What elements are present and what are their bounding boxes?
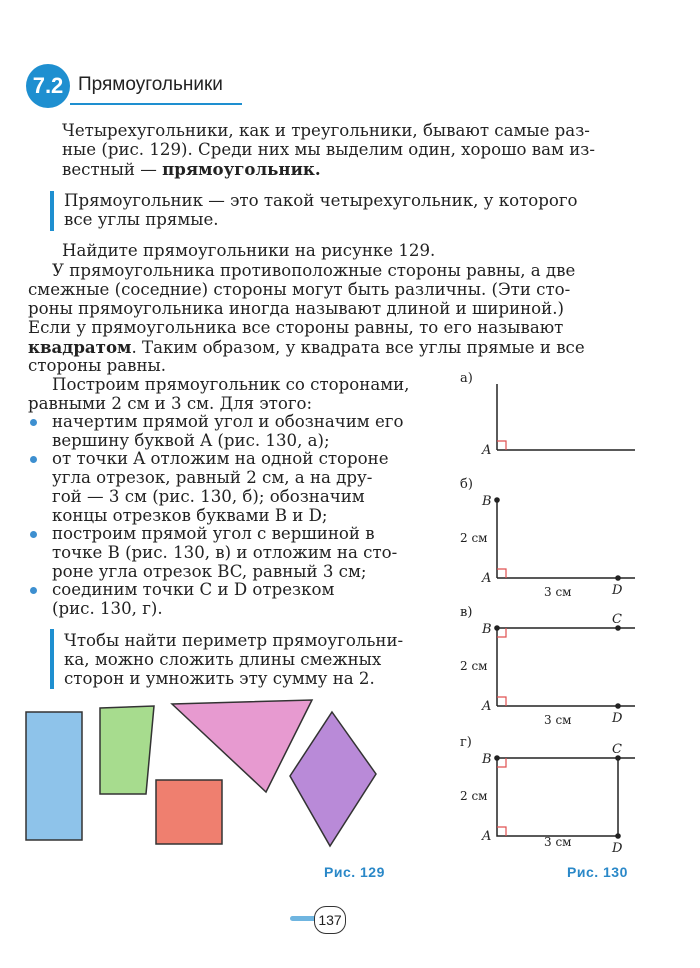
bullet-icon [30, 531, 37, 538]
perimeter-line-2: ка, можно сложить длины смежных [64, 650, 382, 669]
point-label-a: A [482, 699, 492, 714]
dimension-2cm: 2 см [460, 659, 488, 673]
shape-purple-rhombus [290, 712, 376, 846]
point-label-d: D [612, 583, 623, 598]
construction-intro-2: равными 2 см и 3 см. Для этого: [28, 394, 313, 413]
point-label-b: B [482, 622, 492, 637]
point-b [494, 497, 500, 503]
intro-line-3-text: вестный — [62, 160, 163, 179]
properties-line-1: У прямоугольника противоположные стороны равны, а две [52, 261, 576, 280]
step-2-line-4: концы отрезков буквами B и D; [52, 506, 328, 525]
panel-d-rectangle-abcd [497, 758, 618, 836]
task-line: Найдите прямоугольники на рисунке 129. [62, 241, 436, 260]
step-2-line-1: от точки A отложим на одной стороне [52, 449, 389, 468]
dimension-3cm: 3 см [544, 713, 572, 727]
point-label-d: D [612, 841, 623, 856]
definition-line-1: Прямоугольник — это такой четырехугольник, у которого [64, 191, 578, 210]
dimension-2cm: 2 см [460, 789, 488, 803]
section-title: Прямоугольники [78, 74, 223, 95]
point-label-d: D [612, 711, 623, 726]
shape-green-quadrilateral [100, 706, 154, 794]
point-label-c: C [612, 742, 622, 757]
properties-line-4: Если у прямоугольника все стороны равны, то его называют [28, 318, 564, 337]
properties-line-5 [28, 338, 585, 357]
step-3-line-2: точке B (рис. 130, в) и отложим на сто- [52, 543, 398, 562]
intro-line-3 [62, 160, 321, 179]
shape-red-square [156, 780, 222, 844]
step-3-line-3: роне угла отрезок BC, равный 3 см; [52, 562, 367, 581]
step-3-line-1: построим прямой угол с вершиной в [52, 524, 375, 543]
bullet-icon [30, 419, 37, 426]
section-number-badge: 7.2 [26, 64, 70, 108]
point-label-b: B [482, 494, 492, 509]
point-b [494, 625, 500, 631]
right-angle-mark [497, 569, 506, 578]
point-label-a: A [482, 443, 492, 458]
intro-line-2: ные (рис. 129). Среди них мы выделим один, хорошо вам из- [62, 140, 595, 159]
figure-130-caption: Рис. 130 [567, 864, 628, 880]
dimension-3cm: 3 см [544, 585, 572, 599]
intro-line-1: Четырехугольники, как и треугольники, бывают самые раз- [62, 121, 590, 140]
point-label-a: A [482, 571, 492, 586]
step-1-line-1: начертим прямой угол и обозначим его [52, 412, 404, 431]
intro-term-rectangle: прямоугольник. [162, 159, 321, 179]
figure-129-caption: Рис. 129 [324, 864, 385, 880]
panel-label-a: а) [460, 371, 473, 386]
page-number: 137 [314, 906, 346, 934]
properties-line-5-text: . Таким образом, у квадрата все углы прямые и все [131, 338, 585, 357]
shape-blue-rectangle [26, 712, 82, 840]
title-underline [70, 103, 242, 105]
figure-130-construction [440, 368, 660, 868]
step-2-line-3: гой — 3 см (рис. 130, б); обозначим [52, 487, 365, 506]
definition-line-2: все углы прямые. [64, 210, 219, 229]
figure-129-shapes [20, 698, 420, 858]
dimension-2cm: 2 см [460, 531, 488, 545]
panel-label-c: в) [460, 605, 473, 620]
right-angle-mark [497, 441, 506, 450]
point-label-c: C [612, 612, 622, 627]
step-4-line-2: (рис. 130, г). [52, 599, 163, 618]
bullet-icon [30, 587, 37, 594]
panel-label-d: г) [460, 735, 472, 750]
point-label-a: A [482, 829, 492, 844]
step-1-line-2: вершину буквой A (рис. 130, а); [52, 431, 330, 450]
term-square: квадратом [28, 337, 132, 357]
point-d [615, 575, 621, 581]
panel-label-b: б) [460, 477, 473, 492]
definition-accent-bar [50, 191, 54, 231]
construction-intro-1: Построим прямоугольник со сторонами, [52, 375, 410, 394]
step-4-line-1: соединим точки C и D отрезком [52, 580, 335, 599]
point-d [615, 703, 621, 709]
properties-line-3: роны прямоугольника иногда называют длиной и шириной.) [28, 299, 564, 318]
perimeter-line-3: сторон и умножить эту сумму на 2. [64, 669, 375, 688]
step-2-line-2: угла отрезок, равный 2 см, а на дру- [52, 468, 373, 487]
properties-line-6: стороны равны. [28, 356, 167, 375]
perimeter-line-1: Чтобы найти периметр прямоугольни- [64, 631, 404, 650]
bullet-icon [30, 456, 37, 463]
perimeter-accent-bar [50, 629, 54, 689]
right-angle-mark [497, 827, 506, 836]
right-angle-mark [497, 697, 506, 706]
point-b [494, 755, 500, 761]
point-label-b: B [482, 752, 492, 767]
point-d [615, 833, 621, 839]
properties-line-2: смежные (соседние) стороны могут быть различны. (Эти сто- [28, 280, 571, 299]
dimension-3cm: 3 см [544, 835, 572, 849]
